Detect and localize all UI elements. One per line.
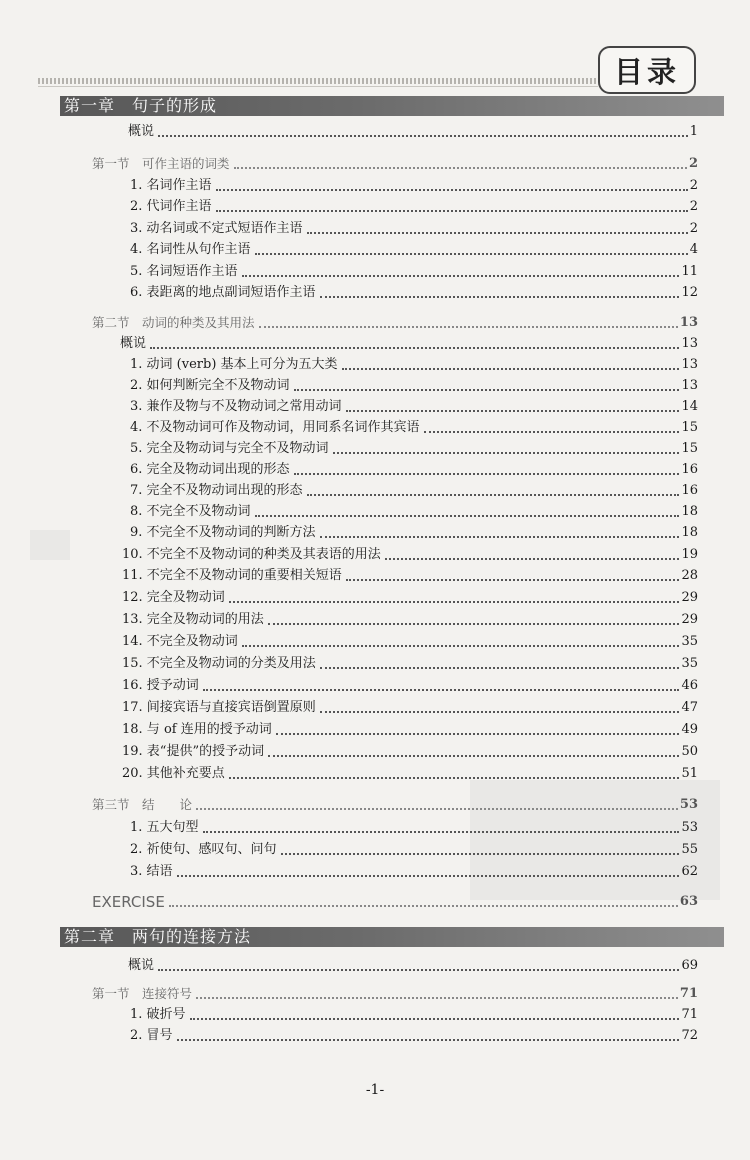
dot-leader [196, 808, 678, 810]
dot-leader [320, 296, 680, 298]
section-page: 71 [679, 986, 698, 1001]
section-label: 第一节 可作主语的词类 [92, 156, 230, 171]
entry-page: 4 [689, 242, 698, 257]
toc-entry[interactable] [130, 240, 698, 260]
entry-page: 51 [681, 766, 698, 781]
toc-entry[interactable] [130, 355, 698, 375]
entry-page: 18 [681, 504, 698, 519]
exercise-page: 63 [679, 894, 698, 909]
toc-entry[interactable] [130, 523, 698, 543]
entry-label: 8. 不完全不及物动词 [130, 504, 251, 519]
dot-leader [242, 275, 680, 277]
dot-leader [255, 253, 688, 255]
entry-label: 10. 不完全不及物动词的种类及其表语的用法 [122, 547, 381, 562]
entry-label: 2. 如何判断完全不及物动词 [130, 378, 290, 393]
toc-entry[interactable] [130, 1005, 698, 1025]
dot-leader [307, 494, 680, 496]
dot-leader [307, 232, 688, 234]
entry-label: 14. 不完全及物动词 [122, 634, 238, 649]
section-label: 第二节 动词的种类及其用法 [92, 315, 255, 330]
toc-entry[interactable] [130, 219, 698, 239]
toc-entry[interactable] [122, 610, 698, 630]
toc-entry[interactable] [122, 698, 698, 718]
section-entry[interactable] [92, 795, 698, 815]
dot-leader [294, 473, 680, 475]
toc-entry[interactable] [122, 545, 698, 565]
entry-label: 2. 代词作主语 [130, 199, 212, 214]
entry-page: 18 [681, 525, 698, 540]
dot-leader [294, 389, 680, 391]
toc-entry[interactable] [122, 720, 698, 740]
entry-page: 2 [689, 178, 698, 193]
toc-entry[interactable] [130, 818, 698, 838]
header-rule [38, 78, 598, 84]
entry-label: 1. 动词 (verb) 基本上可分为五大类 [130, 357, 338, 372]
dot-leader [268, 623, 680, 625]
entry-page: 12 [681, 285, 698, 300]
dot-leader [234, 167, 687, 169]
toc-entry[interactable] [130, 176, 698, 196]
toc-entry[interactable] [122, 676, 698, 696]
dot-leader [333, 452, 680, 454]
dot-leader [424, 431, 680, 433]
chapter-heading[interactable]: 第一章 句子的形成 [60, 96, 724, 116]
entry-label: 7. 完全不及物动词出现的形态 [130, 483, 303, 498]
toc-entry[interactable] [130, 460, 698, 480]
toc-entry[interactable] [128, 122, 698, 142]
entry-page: 46 [681, 678, 698, 693]
entry-page: 35 [681, 634, 698, 649]
dot-leader [281, 853, 680, 855]
dot-leader [216, 189, 688, 191]
entry-page: 2 [689, 221, 698, 236]
toc-entry[interactable] [122, 654, 698, 674]
section-label: 第一节 连接符号 [92, 986, 193, 1001]
entry-label: 4. 不及物动词可作及物动词，用同系名词作其宾语 [130, 420, 420, 435]
entry-label: 1. 破折号 [130, 1007, 186, 1022]
dot-leader [169, 905, 678, 907]
entry-page: 55 [681, 842, 698, 857]
toc-entry[interactable] [130, 439, 698, 459]
entry-page: 62 [681, 864, 698, 879]
page-number: -1- [365, 1082, 385, 1098]
entry-label: 概说 [120, 336, 147, 351]
dot-leader [342, 368, 680, 370]
entry-page: 29 [681, 590, 698, 605]
entry-page: 13 [681, 378, 698, 393]
dot-leader [177, 875, 680, 877]
dot-leader [229, 777, 680, 779]
entry-label: 概说 [128, 124, 155, 139]
entry-label: 15. 不完全及物动词的分类及用法 [122, 656, 316, 671]
exercise-entry[interactable] [92, 892, 698, 912]
toc-entry[interactable] [130, 397, 698, 417]
dot-leader [320, 711, 680, 713]
section-entry[interactable] [92, 313, 698, 333]
entry-label: 20. 其他补充要点 [122, 766, 225, 781]
entry-label: 6. 表距离的地点副词短语作主语 [130, 285, 316, 300]
dot-leader [229, 601, 680, 603]
dot-leader [158, 969, 679, 971]
entry-page: 50 [681, 744, 698, 759]
entry-label: 12. 完全及物动词 [122, 590, 225, 605]
entry-label: 5. 名词短语作主语 [130, 264, 238, 279]
entry-label: 3. 结语 [130, 864, 173, 879]
entry-label: 9. 不完全不及物动词的判断方法 [130, 525, 316, 540]
dot-leader [190, 1018, 680, 1020]
section-page: 53 [679, 797, 698, 812]
dot-leader [150, 347, 679, 349]
toc-entry[interactable] [130, 376, 698, 396]
entry-label: 2. 冒号 [130, 1028, 173, 1043]
toc-entry[interactable] [122, 742, 698, 762]
dot-leader [268, 755, 679, 757]
dot-leader [259, 326, 678, 328]
entry-page: 47 [681, 700, 698, 715]
dot-leader [276, 733, 680, 735]
toc-entry[interactable] [130, 197, 698, 217]
entry-page: 72 [681, 1028, 698, 1043]
entry-label: 18. 与 of 连用的授予动词 [122, 722, 272, 737]
toc-entry[interactable] [128, 956, 698, 976]
entry-label: 17. 间接宾语与直接宾语倒置原则 [122, 700, 316, 715]
entry-label: 2. 祈使句、感叹句、问句 [130, 842, 277, 857]
entry-page: 49 [681, 722, 698, 737]
chapter-heading[interactable]: 第二章 两句的连接方法 [60, 927, 724, 947]
entry-label: 16. 授予动词 [122, 678, 199, 693]
toc-entry[interactable] [122, 632, 698, 652]
header-rule-line [38, 86, 598, 87]
entry-page: 15 [681, 420, 698, 435]
toc-title-badge: 目录 [598, 46, 696, 94]
dot-leader [320, 667, 680, 669]
entry-page: 35 [681, 656, 698, 671]
dot-leader [177, 1039, 680, 1041]
toc-entry[interactable] [122, 566, 698, 586]
entry-label: 3. 兼作及物与不及物动词之常用动词 [130, 399, 342, 414]
entry-page: 11 [681, 264, 698, 279]
entry-label: 概说 [128, 958, 155, 973]
dot-leader [216, 210, 688, 212]
section-page: 2 [688, 156, 698, 171]
toc-entry[interactable] [120, 334, 698, 354]
section-label: 第三节 结 论 [92, 797, 193, 812]
entry-page: 15 [681, 441, 698, 456]
entry-page: 14 [681, 399, 698, 414]
entry-label: 5. 完全及物动词与完全不及物动词 [130, 441, 329, 456]
toc-entry[interactable] [130, 1026, 698, 1046]
entry-label: 19. 表“提供”的授予动词 [122, 744, 265, 759]
entry-page: 53 [681, 820, 698, 835]
entry-page: 1 [689, 124, 698, 139]
toc-entry[interactable] [130, 262, 698, 282]
entry-label: 11. 不完全不及物动词的重要相关短语 [122, 568, 342, 583]
entry-page: 29 [681, 612, 698, 627]
dot-leader [196, 997, 678, 999]
toc-entry[interactable] [130, 862, 698, 882]
section-page: 13 [679, 315, 698, 330]
dot-leader [255, 515, 680, 517]
entry-page: 19 [681, 547, 698, 562]
dot-leader [203, 689, 680, 691]
toc-entry[interactable] [122, 764, 698, 784]
toc-entry[interactable] [130, 502, 698, 522]
entry-page: 16 [681, 462, 698, 477]
dot-leader [346, 410, 680, 412]
entry-label: 13. 完全及物动词的用法 [122, 612, 264, 627]
entry-page: 13 [681, 336, 698, 351]
entry-label: 6. 完全及物动词出现的形态 [130, 462, 290, 477]
scan-smudge [30, 530, 70, 560]
exercise-label: EXERCISE [92, 893, 165, 911]
entry-page: 16 [681, 483, 698, 498]
section-entry[interactable] [92, 154, 698, 174]
toc-entry[interactable] [130, 481, 698, 501]
entry-page: 69 [681, 958, 698, 973]
section-entry[interactable] [92, 984, 698, 1004]
entry-label: 4. 名词性从句作主语 [130, 242, 251, 257]
entry-page: 71 [681, 1007, 698, 1022]
entry-label: 1. 五大句型 [130, 820, 199, 835]
dot-leader [320, 536, 680, 538]
entry-label: 1. 名词作主语 [130, 178, 212, 193]
toc-entry[interactable] [130, 840, 698, 860]
entry-page: 28 [681, 568, 698, 583]
toc-entry[interactable] [130, 283, 698, 303]
dot-leader [385, 558, 680, 560]
entry-page: 13 [681, 357, 698, 372]
toc-entry[interactable] [122, 588, 698, 608]
dot-leader [242, 645, 680, 647]
entry-label: 3. 动名词或不定式短语作主语 [130, 221, 303, 236]
dot-leader [203, 831, 680, 833]
toc-entry[interactable] [130, 418, 698, 438]
dot-leader [158, 135, 688, 137]
entry-page: 2 [689, 199, 698, 214]
dot-leader [346, 579, 680, 581]
